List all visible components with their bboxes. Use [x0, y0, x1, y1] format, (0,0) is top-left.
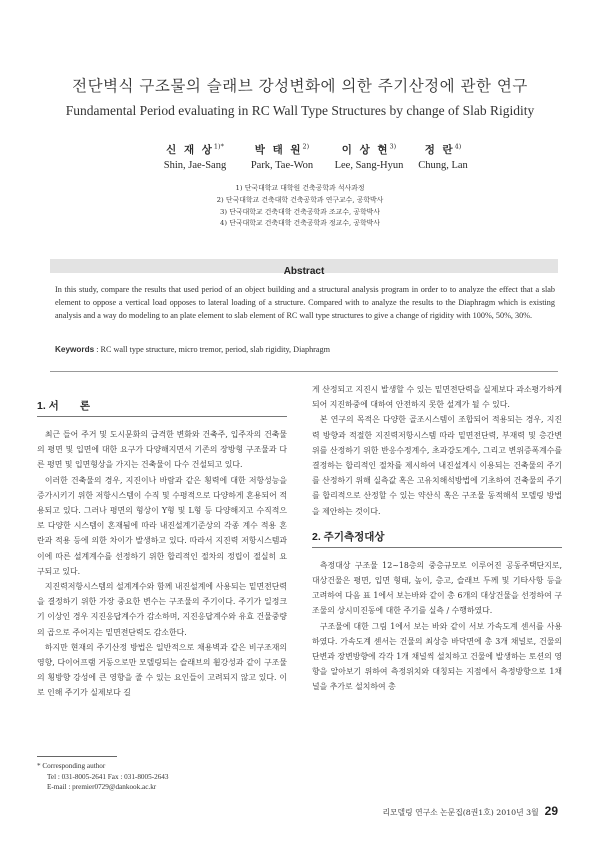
author-1 — [150, 142, 240, 171]
right-column — [312, 382, 562, 695]
author-2-mark: 2) — [302, 142, 310, 151]
author-3-name-en: Lee, Sang-Hyun — [334, 160, 404, 171]
affiliation-3: 3) 단국대학교 건축대학 건축공학과 조교수, 공학박사 — [220, 207, 380, 216]
page-number: 29 — [544, 804, 558, 818]
footnote-marker: * Corresponding author — [37, 762, 106, 770]
section-1-heading: 1. 서 론 — [37, 398, 287, 417]
author-4 — [403, 142, 483, 171]
keywords-label: Keywords — [55, 345, 95, 354]
abstract-body: In this study, compare the results that used period of an object building and a structural analysis program in order to to analyze the effect that a slab element to oppose a vertical load opposes to lateral loading of a structure. Compared with to analyze the results to the Diaphragm which is existing analysis and a way do modeling to an plate element to slab element of RC wall type structures to give a change of rigidity with 100%, 50%, 30%. — [55, 285, 555, 321]
footnote-phone: Tel : 031-8005-2641 Fax : 031-8005-2643 — [47, 772, 169, 781]
abstract-title: Abstract — [283, 266, 325, 277]
section-1-paragraph: 최근 들어 주거 및 도시문화의 급격한 변화와 건축주, 입주자의 건축물의 평면 및 입면에 대한 요구가 다양해지면서 기존의 장방형 구조물과 다른 평면 및 입면형상을 가지는 건축물이 다수 건설되고 있다. — [37, 430, 287, 470]
footnote-rule — [37, 756, 117, 757]
left-column — [37, 398, 287, 701]
author-2-name-en: Park, Tae-Won — [250, 160, 314, 171]
affiliation-4: 4) 단국대학교 건축대학 건축공학과 정교수, 공학박사 — [220, 219, 380, 228]
corresponding-author-footnote — [37, 756, 287, 793]
section-2-paragraph: 구조물에 대한 그림 1에서 보는 바와 같이 서보 가속도계 센서를 사용하였다. 가속도계 센서는 건물의 최상층 바닥면에 총 3개 채널로, 건물의 단변과 장변방향에 각각 1개 채널씩 설치하고 건물에 발생하는 토션의 영향을 알아보기 위하여 측정위치와 대칭되는 지점에서 측정방향으로 1채널을 추가로 설치하여 총 — [312, 621, 562, 692]
author-4-mark: 4) — [454, 142, 462, 151]
author-1-mark: 1)* — [213, 142, 224, 151]
author-3-mark: 3) — [389, 142, 397, 151]
author-1-name-ko: 신 재 상 — [166, 144, 214, 156]
section-2-paragraph: 측정대상 구조물 12~18층의 중층규모로 이루어진 공동주택단지로, 대상건물은 평면, 입면 형태, 높이, 층고, 슬래브 두께 및 기타사항 등을 고려하여 다음 표 1에서 보는바와 같이 총 6개의 대상건물을 선정하여 구조물의 상시미진동에 대한 주기를 실측 / 수행하였다. — [312, 560, 562, 616]
section-1-paragraph: 하지만 현재의 주기산정 방법은 일반적으로 채용벽과 같은 비구조재의 영향, 다이어프램 거동으로만 모델링되는 슬래브의 휨강성과 같이 구조물의 횡방향 강성에 큰 영향을 줄 수 있는 요인들이 고려되지 않고 있다. 이로 인해 주기가 실제보다 길 — [37, 642, 287, 698]
keywords-line — [55, 345, 555, 354]
affiliation-2: 2) 단국대학교 건축대학 건축공학과 연구교수, 공학박사 — [216, 195, 384, 204]
author-4-name-en: Chung, Lan — [418, 160, 468, 171]
section-2-heading: 2. 주기측정대상 — [312, 529, 562, 548]
section-1-continued-paragraph: 게 산정되고 지진시 발생할 수 있는 밑면전단력을 실제보다 과소평가하게 되어 지진하중에 대하여 안전하지 못한 설계가 될 수 있다. — [312, 385, 562, 410]
author-4-name-ko: 정 란 — [424, 144, 455, 156]
section-1-paragraph: 이러한 건축물의 경우, 지진이나 바람과 같은 횡력에 대한 저항성능을 증가시키기 위한 저항시스템이 수직 및 수평적으로 다양하게 혼용되어 적용되고 있다. 그러나 평면의 형상이 Y형 및 L형 등 다양해지고 수직적으로 다양한 시스템이 혼재됨에 따라 내진설계기준상의 각종 계수 적용 혼란과 적용 등에 의한 차이가 발생하고 있다. 따라서 지진력 저항시스템과 이에 따른 설계계수를 선정하기 위한 합리적인 절차의 정립이 절실히 요구되고 있다. — [37, 475, 287, 576]
author-2 — [237, 142, 327, 171]
author-list — [0, 142, 600, 182]
author-2-name-ko: 박 태 원 — [254, 144, 303, 156]
section-divider — [50, 371, 558, 372]
paper-title-english: Fundamental Period evaluating in RC Wall Type Structures by change of Slab Rigidity — [65, 103, 535, 118]
abstract-header — [50, 259, 558, 277]
journal-info: 리모델링 연구소 논문집(8권1호) 2010년 3월 — [382, 808, 539, 817]
author-1-name-en: Shin, Jae-Sang — [163, 160, 227, 171]
author-3-name-ko: 이 상 현 — [341, 144, 390, 156]
section-1-paragraph: 지진력저항시스템의 설계계수와 함께 내진설계에 사용되는 밑면전단력을 결정하기 위한 가장 중요한 변수는 구조물의 주기이다. 주기가 일정크기 이상인 경우 지진응답계수가 감소하며, 지진응답계수와 유효 건물중량의 곱으로 주어지는 밑면전단력도 감소한다. — [37, 582, 287, 637]
keywords-text: : RC wall type structure, micro tremor, period, slab rigidity, Diaphragm — [96, 345, 330, 354]
footnote-email: E-mail : premier0729@dankook.ac.kr — [47, 783, 157, 792]
paper-title-korean: 전단벽식 구조물의 슬래브 강성변화에 의한 주기산정에 관한 연구 — [72, 77, 528, 95]
affiliation-list — [0, 183, 600, 230]
page-footer — [382, 804, 558, 818]
section-1-paragraph: 본 연구의 목적은 다양한 골조시스템이 조합되어 적용되는 경우, 지진력 방향과 적절한 지진력저항시스템 따라 밑면전단력, 부재력 및 층간변위를 산정하기 위한 반응수정계수, 초과강도계수, 그리고 변위증폭계수를 결정하는 합리적인 절차를 제시하여 내진설계시 이용되는 건축물의 주기를 산정하기 위해 실측값 혹은 고유치해석방법에 기초하여 건축물의 주기를 합리적으로 산정할 수 있는 약산식 혹은 구조물 동적해석 모델링 방법을 제안하는 것이다. — [312, 415, 562, 516]
affiliation-1: 1) 단국대학교 대학원 건축공학과 석사과정 — [235, 184, 365, 192]
